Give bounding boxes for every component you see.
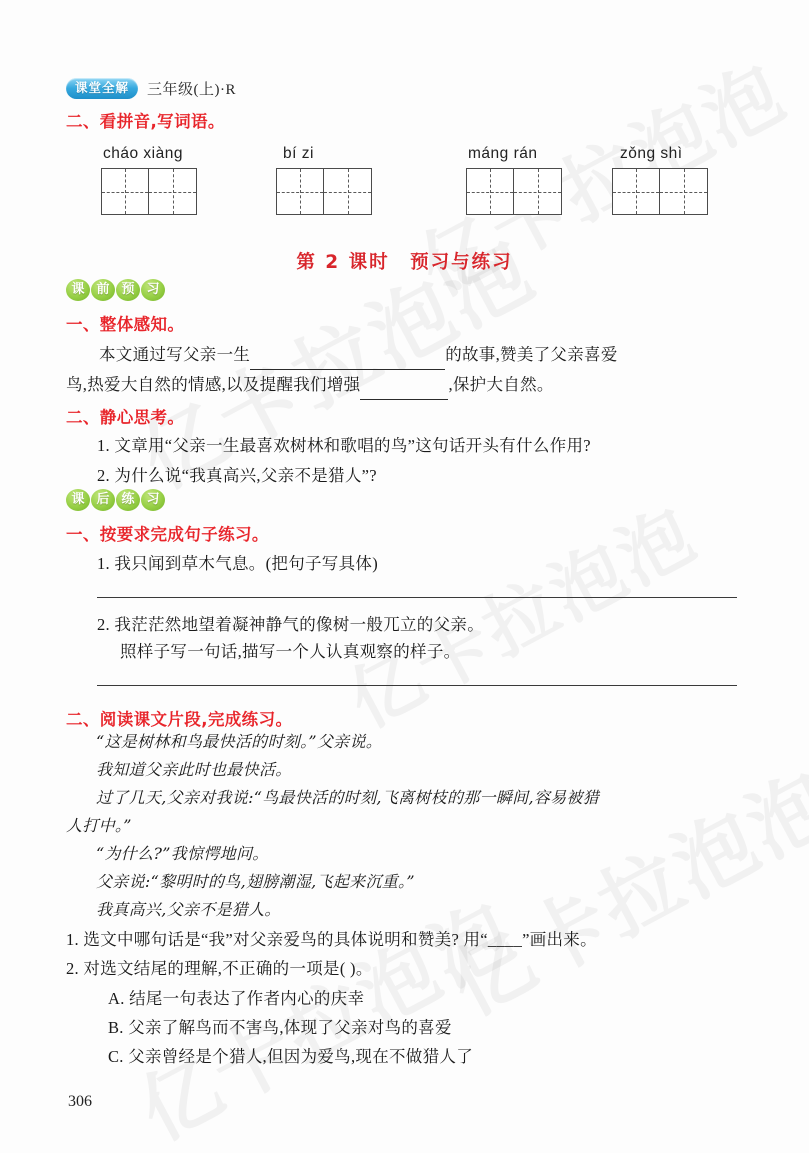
reading-option-a[interactable]: A. 结尾一句表达了作者内心的庆幸: [108, 989, 365, 1008]
grid-cell[interactable]: [149, 169, 196, 214]
pinyin-label-1: cháo xiàng: [103, 145, 183, 162]
fill-blank-question-1-cont: [66, 370, 554, 400]
q1-line2-before: 鸟,热爱大自然的情感,以及提醒我们增强: [66, 375, 361, 394]
badge-char: 习: [141, 279, 165, 301]
heading-pinyin-section: 二、看拼音,写词语。: [66, 112, 225, 131]
sentence-practice-item-1: 1. 我只闻到草木气息。(把句子写具体): [97, 554, 378, 573]
reading-option-c[interactable]: C. 父亲曾经是个猎人,但因为爱鸟,现在不做猎人了: [108, 1047, 474, 1066]
sentence-practice-item-2-line-2: 照样子写一句话,描写一个人认真观察的样子。: [120, 642, 461, 661]
reading-option-b[interactable]: B. 父亲了解鸟而不害鸟,体现了父亲对鸟的喜爱: [108, 1018, 452, 1037]
tianzige-grid-1[interactable]: [101, 168, 197, 215]
page-header: [66, 78, 236, 99]
passage-line-4: 人打中。”: [66, 816, 132, 835]
badge-after-class-practice: [66, 489, 165, 511]
q1-line1-after: 的故事,赞美了父亲喜爱: [445, 345, 618, 364]
grid-cell[interactable]: [277, 169, 324, 214]
reading-question-1: 1. 选文中哪句话是“我”对父亲爱鸟的具体说明和赞美? 用“____”画出来。: [66, 930, 597, 949]
q1-line1-before: 本文通过写父亲一生: [99, 345, 251, 364]
badge-char: 习: [141, 489, 165, 511]
badge-char: 课: [66, 279, 90, 301]
pinyin-label-3: máng rán: [468, 145, 538, 162]
answer-blank-2[interactable]: [360, 383, 448, 400]
passage-line-2: 我知道父亲此时也最快活。: [96, 760, 292, 779]
badge-pre-class-preview: [66, 279, 165, 301]
pinyin-label-2: bí zi: [283, 145, 314, 162]
passage-line-7: 我真高兴,父亲不是猎人。: [96, 900, 281, 919]
thinking-question-1: 1. 文章用“父亲一生最喜欢树林和歌唱的鸟”这句话开头有什么作用?: [97, 436, 591, 455]
answer-rule-1[interactable]: [97, 597, 737, 598]
passage-line-3: 过了几天,父亲对我说:“鸟最快活的时刻,飞离树枝的那一瞬间,容易被猎: [96, 788, 600, 807]
badge-char: 练: [116, 489, 140, 511]
brand-badge: 课堂全解: [66, 78, 138, 99]
answer-blank-1[interactable]: [250, 353, 445, 370]
chapter-title: 第 2 课时 预习与练习: [296, 252, 513, 273]
passage-line-1: “这是树林和鸟最快活的时刻。”父亲说。: [96, 732, 383, 751]
grade-label: 三年级(上)·R: [147, 82, 237, 98]
grid-cell[interactable]: [613, 169, 660, 214]
thinking-question-2: 2. 为什么说“我真高兴,父亲不是猎人”?: [97, 466, 377, 485]
grid-cell[interactable]: [102, 169, 149, 214]
heading-reading-comprehension: 二、阅读课文片段,完成练习。: [66, 710, 293, 729]
pinyin-label-4: zǒng shì: [620, 145, 683, 162]
badge-char: 前: [91, 279, 115, 301]
passage-line-6: 父亲说:“黎明时的鸟,翅膀潮湿,飞起来沉重。”: [96, 872, 415, 891]
heading-sentence-practice: 一、按要求完成句子练习。: [66, 525, 269, 544]
passage-line-5: “为什么?”我惊愕地问。: [96, 844, 269, 863]
grid-cell[interactable]: [514, 169, 561, 214]
badge-char: 后: [91, 489, 115, 511]
tianzige-grid-3[interactable]: [466, 168, 562, 215]
tianzige-grid-4[interactable]: [612, 168, 708, 215]
grid-cell[interactable]: [660, 169, 707, 214]
badge-char: 课: [66, 489, 90, 511]
heading-quiet-thinking: 二、静心思考。: [66, 408, 185, 427]
reading-question-2: 2. 对选文结尾的理解,不正确的一项是( )。: [66, 959, 373, 978]
grid-cell[interactable]: [324, 169, 371, 214]
sentence-practice-item-2-line-1: 2. 我茫茫然地望着凝神静气的像树一般兀立的父亲。: [97, 615, 484, 634]
heading-overall-perception: 一、整体感知。: [66, 315, 185, 334]
badge-char: 预: [116, 279, 140, 301]
fill-blank-question-1: [66, 340, 618, 370]
page-number: 306: [68, 1093, 92, 1110]
grid-cell[interactable]: [467, 169, 514, 214]
q1-line2-after: ,保护大自然。: [448, 375, 554, 394]
answer-rule-2[interactable]: [97, 685, 737, 686]
tianzige-grid-2[interactable]: [276, 168, 372, 215]
